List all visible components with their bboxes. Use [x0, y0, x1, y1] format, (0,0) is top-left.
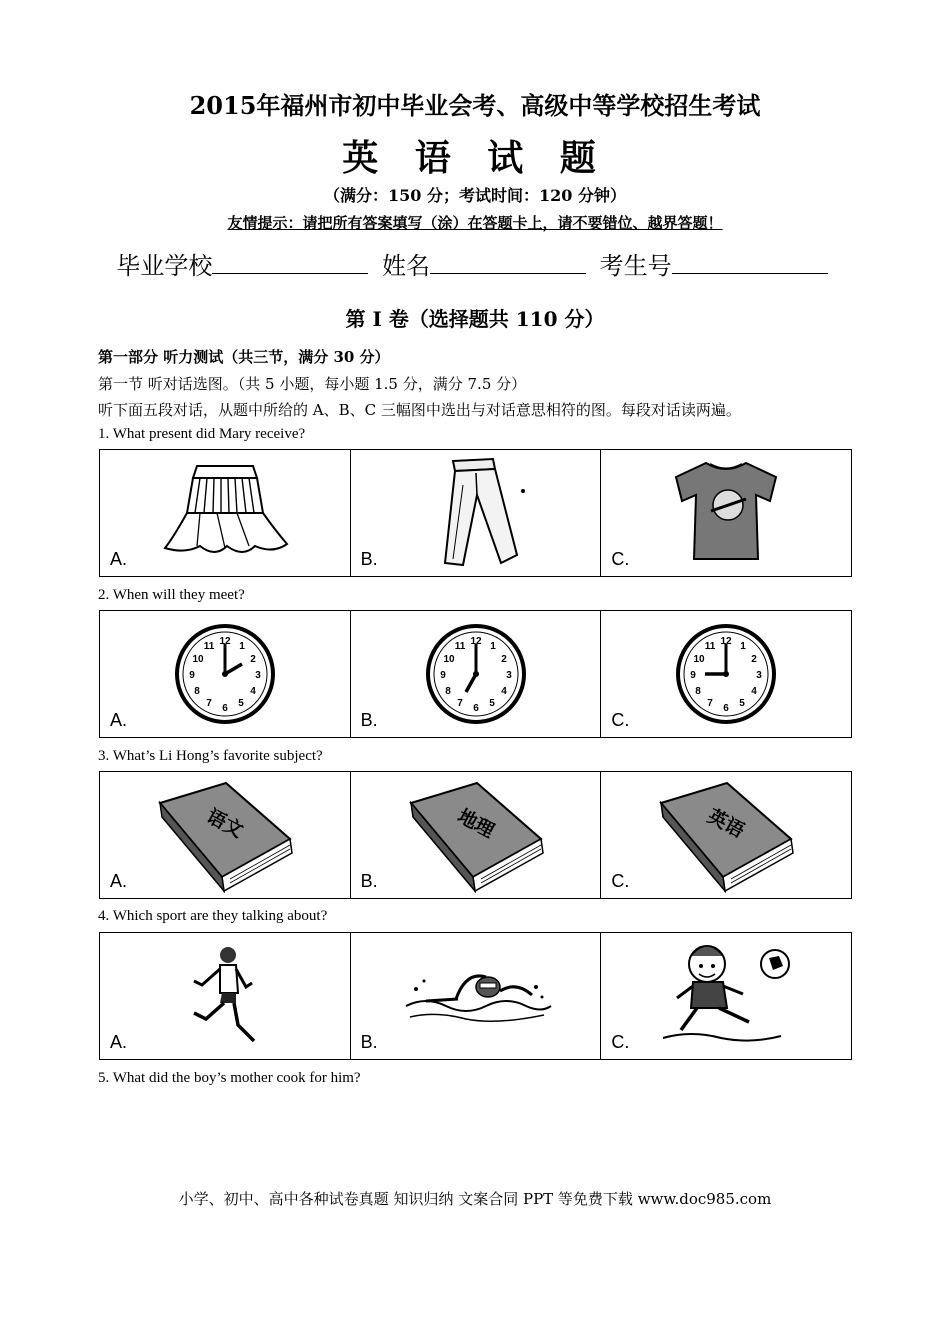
option-c-label: C. [611, 710, 630, 730]
svg-text:4: 4 [751, 686, 757, 697]
option-a-label: A. [110, 1032, 128, 1052]
option-b-label: B. [360, 549, 378, 569]
book-title: 英语 [704, 805, 748, 843]
svg-text:3: 3 [756, 670, 762, 681]
svg-text:3: 3 [255, 670, 261, 681]
option-c-label: C. [611, 871, 630, 891]
question-3: 3. What’s Li Hong’s favorite subject? [98, 748, 323, 764]
svg-text:6: 6 [723, 703, 729, 714]
svg-text:10: 10 [693, 654, 705, 665]
option-b[interactable] [351, 611, 602, 737]
svg-text:8: 8 [444, 686, 451, 697]
svg-text:6: 6 [222, 703, 228, 714]
field-id-label: 考生号 [599, 252, 672, 280]
option-c[interactable] [601, 933, 851, 1059]
svg-text:2: 2 [500, 654, 507, 665]
book-icon [651, 777, 801, 893]
question-2: 2. When will they meet? [98, 587, 245, 603]
svg-text:9: 9 [439, 670, 446, 681]
svg-text:7: 7 [206, 698, 212, 709]
option-b[interactable] [351, 450, 602, 576]
friendly-tip [0, 212, 950, 233]
svg-text:12: 12 [469, 636, 482, 647]
instructions: 听下面五段对话，从题中所给的 A、B、C 三幅图中选出与对话意思相符的图。每段对话读两遍。 [98, 401, 741, 419]
svg-text:8: 8 [695, 686, 701, 697]
svg-text:2: 2 [751, 654, 757, 665]
option-b-label: B. [360, 871, 378, 891]
part1-title: 第一部分 听力测试（共三节，满分 30 分） [98, 348, 390, 366]
svg-text:3: 3 [505, 670, 512, 681]
option-a-label: A. [110, 549, 128, 569]
tip-text: 友情提示：请把所有答案填写（涂）在答题卡上，请不要错位、越界答题！ [227, 214, 723, 232]
option-a[interactable] [100, 450, 351, 576]
option-b[interactable] [351, 772, 602, 898]
svg-text:5: 5 [238, 698, 244, 709]
question-4: 4. Which sport are they talking about? [98, 908, 328, 924]
option-a[interactable] [100, 933, 351, 1059]
score-info: （满分：150 分；考试时间：120 分钟） [324, 186, 626, 205]
field-name-blank[interactable] [430, 253, 586, 274]
svg-text:4: 4 [250, 686, 256, 697]
book-title: 语文 [202, 805, 247, 843]
question-2-options [99, 610, 852, 738]
svg-text:7: 7 [707, 698, 713, 709]
svg-text:5: 5 [739, 698, 745, 709]
clock-2-icon [173, 622, 277, 726]
option-a-label: A. [110, 710, 128, 730]
clock-7-icon [424, 622, 528, 726]
book-icon [150, 777, 300, 893]
svg-text:1: 1 [740, 641, 746, 652]
footer-text: 小学、初中、高中各种试卷真题 知识归纳 文案合同 PPT 等免费下载 www.doc985.com [178, 1190, 772, 1208]
exam-title: 2015年福州市初中毕业会考、高级中等学校招生考试 [189, 91, 761, 120]
option-b-label: B. [360, 1032, 378, 1052]
trousers-icon [421, 455, 531, 571]
svg-text:5: 5 [488, 698, 495, 709]
svg-text:11: 11 [203, 641, 215, 652]
svg-text:11: 11 [704, 641, 716, 652]
book-title: 地理 [453, 805, 498, 843]
volume-title: 第 I 卷（选择题共 110 分） [345, 307, 605, 331]
running-icon [180, 941, 270, 1051]
svg-text:4: 4 [500, 686, 507, 697]
option-a[interactable] [100, 611, 351, 737]
option-b-label: B. [360, 710, 378, 730]
soccer-icon [651, 938, 801, 1054]
svg-text:6: 6 [472, 703, 479, 714]
clock-9-icon [674, 622, 778, 726]
svg-text:8: 8 [194, 686, 200, 697]
swimming-icon [396, 951, 556, 1041]
svg-text:2: 2 [250, 654, 256, 665]
option-c[interactable] [601, 611, 851, 737]
svg-text:1: 1 [489, 641, 496, 652]
option-c-label: C. [611, 1032, 630, 1052]
svg-text:1: 1 [239, 641, 245, 652]
option-c[interactable] [601, 772, 851, 898]
field-id-blank[interactable] [672, 253, 828, 274]
student-info-fields [0, 246, 950, 281]
tshirt-icon [666, 455, 786, 571]
skirt-icon [155, 458, 295, 568]
svg-text:12: 12 [219, 636, 231, 647]
field-school-blank[interactable] [212, 253, 368, 274]
question-3-options [99, 771, 852, 899]
svg-text:9: 9 [690, 670, 696, 681]
svg-text:7: 7 [456, 698, 463, 709]
question-1-options [99, 449, 852, 577]
section1-title: 第一节 听对话选图。（共 5 小题，每小题 1.5 分，满分 7.5 分） [98, 375, 527, 393]
svg-text:9: 9 [189, 670, 195, 681]
option-c-label: C. [611, 549, 630, 569]
svg-text:10: 10 [442, 654, 455, 665]
option-a-label: A. [110, 871, 128, 891]
svg-text:12: 12 [720, 636, 732, 647]
option-b[interactable] [351, 933, 602, 1059]
question-1: 1. What present did Mary receive? [98, 426, 306, 442]
svg-text:10: 10 [192, 654, 204, 665]
svg-text:11: 11 [454, 641, 465, 652]
field-name-label: 姓名 [382, 252, 430, 280]
book-icon [401, 777, 551, 893]
subject-title: 英 语 试 题 [342, 137, 608, 179]
field-school-label: 毕业学校 [116, 252, 213, 280]
question-5: 5. What did the boy’s mother cook for him? [98, 1070, 361, 1086]
option-a[interactable] [100, 772, 351, 898]
option-c[interactable] [601, 450, 851, 576]
question-4-options [99, 932, 852, 1060]
